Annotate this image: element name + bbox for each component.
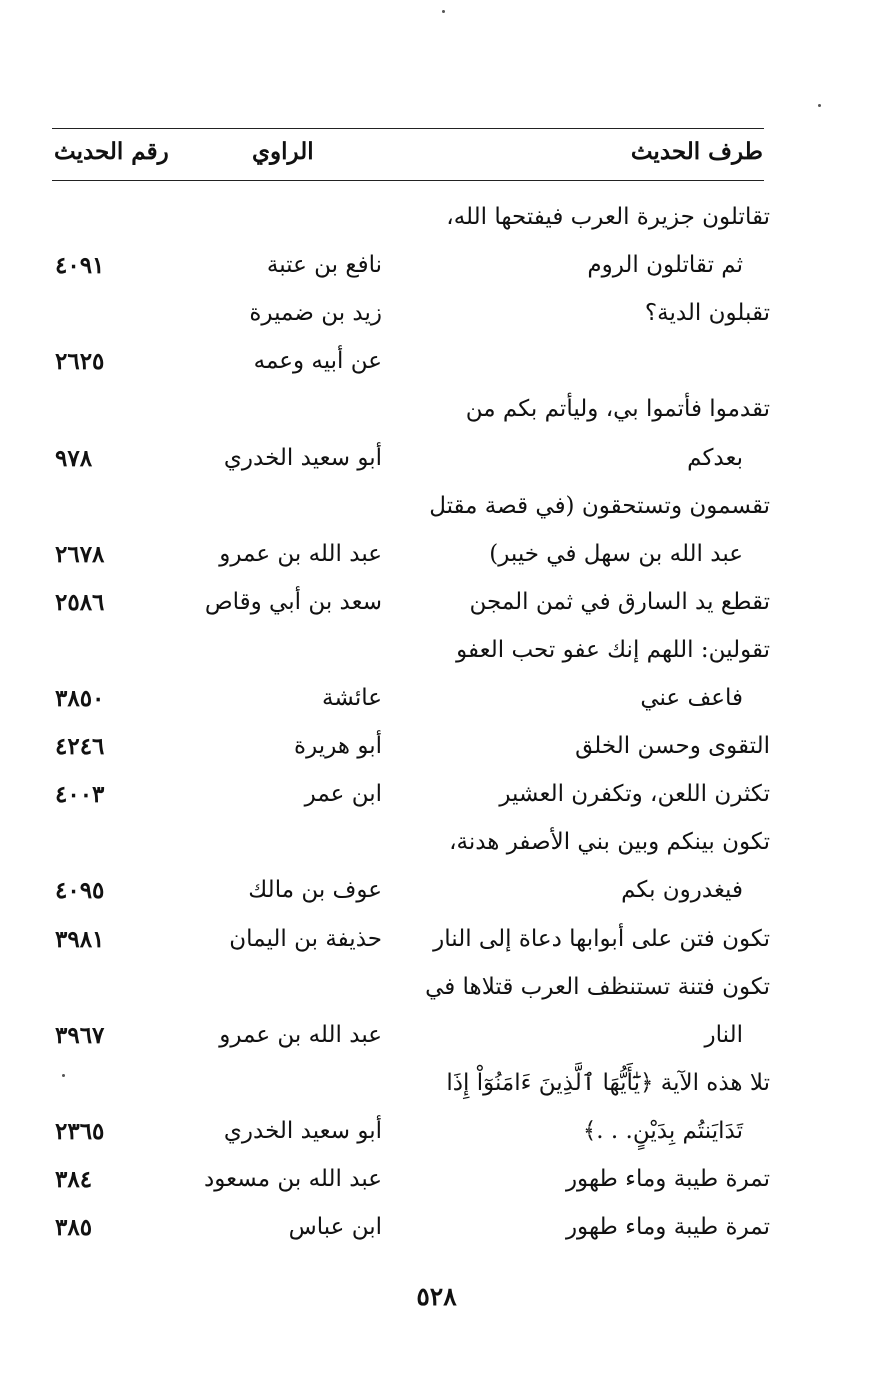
narrator: عبد الله بن عمرو <box>219 1021 382 1048</box>
narrator: عبد الله بن مسعود <box>204 1166 382 1192</box>
hadith-number: ٣٩٦٧ <box>55 1021 105 1049</box>
table-row <box>0 1016 873 1064</box>
table-row <box>0 631 873 679</box>
hadith-text: التقوى وحسن الخلق <box>575 733 770 760</box>
hadith-text: تقسمون وتستحقون (في قصة مقتل <box>429 492 770 519</box>
table-row <box>0 775 873 823</box>
hadith-text: ثم تقاتلون الروم <box>587 252 743 279</box>
hadith-text: تَدَايَنتُم بِدَيْنٍ. . .﴾ <box>582 1117 743 1144</box>
hadith-text: النار <box>704 1021 743 1048</box>
hadith-number: ٤٢٤٦ <box>55 733 105 761</box>
hadith-text: عبد الله بن سهل في خيبر) <box>489 540 743 567</box>
narrator: أبو هريرة <box>294 733 382 760</box>
header-narrator: الراوي <box>252 138 314 165</box>
hadith-number: ٣٩٨١ <box>55 925 105 953</box>
narrator: نافع بن عتبة <box>266 252 382 279</box>
table-row <box>0 198 873 246</box>
hadith-number: ٤٠٩٥ <box>55 877 105 905</box>
hadith-text: تكثرن اللعن، وتكفرن العشير <box>499 781 770 808</box>
hadith-text: تلا هذه الآية ﴿يَٰٓأَيُّهَا ٱلَّذِينَ ءَامَنُوٓاْ إِذَا <box>446 1069 770 1096</box>
narrator: أبو سعيد الخدري <box>223 1117 382 1144</box>
table-row <box>0 246 873 294</box>
narrator: ابن عباس <box>288 1214 382 1241</box>
table-row <box>0 679 873 727</box>
header-hadith-number: رقم الحديث <box>54 138 169 165</box>
narrator: سعد بن أبي وقاص <box>204 588 382 615</box>
hadith-text: فيغدرون بكم <box>621 877 743 904</box>
hadith-text: بعدكم <box>687 444 743 471</box>
hadith-number: ٣٨٤ <box>55 1166 93 1193</box>
narrator: عائشة <box>322 685 382 711</box>
narrator: عن أبيه وعمه <box>253 348 382 375</box>
table-row <box>0 342 873 390</box>
hadith-number: ٢٦٢٥ <box>55 348 105 376</box>
scan-speck <box>442 10 445 13</box>
hadith-number: ٢٣٦٥ <box>55 1117 105 1145</box>
hadith-text: تقاتلون جزيرة العرب فيفتحها الله، <box>446 204 770 230</box>
table-row <box>0 968 873 1016</box>
table-row <box>0 1064 873 1112</box>
table-row <box>0 439 873 487</box>
table-row <box>0 487 873 535</box>
table-row <box>0 871 873 919</box>
hadith-text: تكون فتنة تستنظف العرب قتلاها في <box>425 973 770 1000</box>
hadith-text: تقولين: اللهم إنك عفو تحب العفو <box>456 636 770 663</box>
hadith-number: ٣٨٥ <box>55 1214 93 1242</box>
hadith-text: تقدموا فأتموا بي، وليأتم بكم من <box>465 396 770 423</box>
table-row <box>0 535 873 583</box>
table-row <box>0 583 873 631</box>
table-row <box>0 920 873 968</box>
narrator: حذيفة بن اليمان <box>229 925 382 952</box>
page-number: ٥٢٨ <box>416 1282 457 1311</box>
hadith-text: تكون فتن على أبوابها دعاة إلى النار <box>433 925 770 952</box>
hadith-number: ٢٥٨٦ <box>55 588 105 616</box>
hadith-text: تمرة طيبة وماء طهور <box>565 1166 770 1192</box>
table-row <box>0 294 873 342</box>
hadith-text: فاعف عني <box>640 685 743 711</box>
header-top-rule <box>52 128 764 129</box>
hadith-text: تكون بينكم وبين بني الأصفر هدنة، <box>449 829 770 856</box>
narrator: عبد الله بن عمرو <box>219 540 382 567</box>
hadith-number: ٩٧٨ <box>55 444 93 472</box>
table-row <box>0 1160 873 1208</box>
narrator: أبو سعيد الخدري <box>223 444 382 471</box>
narrator: زيد بن ضميرة <box>249 300 382 327</box>
narrator: ابن عمر <box>304 781 382 808</box>
narrator: عوف بن مالك <box>248 877 382 904</box>
header-hadith-start: طرف الحديث <box>630 138 763 165</box>
scan-speck <box>818 104 821 107</box>
table-row <box>0 390 873 438</box>
table-row <box>0 727 873 775</box>
table-row <box>0 1208 873 1256</box>
hadith-number: ٤٠٩١ <box>55 252 105 280</box>
table-row <box>0 1112 873 1160</box>
header-bottom-rule <box>52 180 764 181</box>
hadith-text: تقطع يد السارق في ثمن المجن <box>469 588 770 615</box>
hadith-number: ٢٦٧٨ <box>55 540 105 568</box>
hadith-text: تقبلون الدية؟ <box>644 300 770 327</box>
hadith-number: ٤٠٠٣ <box>55 781 105 809</box>
table-row <box>0 823 873 871</box>
hadith-text: تمرة طيبة وماء طهور <box>565 1214 770 1241</box>
hadith-number: ٣٨٥٠ <box>55 685 105 712</box>
